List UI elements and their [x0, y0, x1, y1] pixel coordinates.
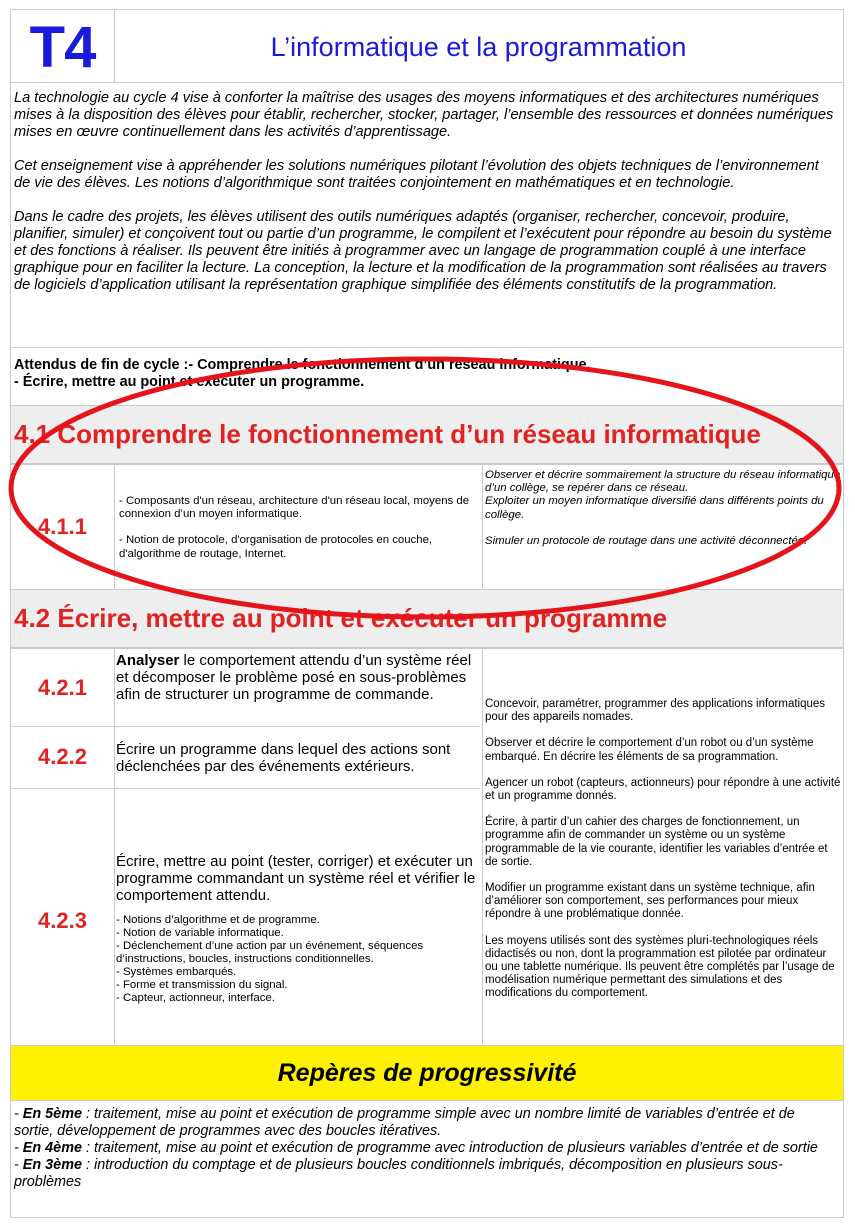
- section-heading: 4.1 Comprendre le fonctionnement d’un réseau informatique: [10, 405, 844, 464]
- activity-item: Concevoir, paramétrer, programmer des applications informatiques pour des appareils nomades.: [485, 698, 826, 724]
- item-text: : introduction du comptage et de plusieurs boucles conditionnels imbriqués, décomposition en plusieurs sous-problèmes: [14, 1157, 783, 1190]
- competence-table: [10, 648, 844, 1055]
- header-row: [10, 9, 844, 83]
- activity-item: Agencer un robot (capteurs, actionneurs) pour répondre à une activité et un programme donnés.: [485, 776, 841, 803]
- knowledge-item: - Notion de protocole, d'organisation de protocoles en couche, d'algorithme de routage, Internet.: [119, 534, 433, 560]
- reperes-heading: Repères de progressivité: [10, 1045, 844, 1101]
- item-prefix: -: [14, 1106, 23, 1122]
- notion-item: - Notions d’algorithme et de programme.: [116, 914, 320, 926]
- activity-item: Écrire, à partir d’un cahier des charges de fonctionnement, un programme afin de commander un système ou un système programmable de la vie courante, identifier les variables d’entrée et de sortie.: [485, 816, 828, 868]
- item-level: En 5ème: [22, 1106, 82, 1122]
- competence-desc: le comportement attendu d’un système réel et décomposer le problème posé en sous-problèmes afin de structurer un programme de commande.: [116, 652, 472, 703]
- item-text: : traitement, mise au point et exécution de programme avec introduction de plusieurs variables d’entrée et de sortie: [82, 1140, 818, 1156]
- competence-row: [10, 464, 844, 590]
- notion-item: - Capteur, actionneur, interface.: [116, 992, 275, 1004]
- competence-text: [116, 652, 476, 703]
- item-prefix: -: [14, 1157, 23, 1173]
- competence-verb: Analyser: [116, 652, 180, 669]
- item-prefix: -: [14, 1140, 23, 1156]
- activity-item: Observer et décrire sommairement la structure du réseau informatique d’un collège, se repérer dans ce réseau.: [485, 469, 841, 495]
- competence-text: [116, 853, 478, 1005]
- reperes-item: [14, 1106, 837, 1140]
- activity-item: Exploiter un moyen informatique diversifié dans différents points du collège.: [485, 495, 824, 521]
- activity-item: Les moyens utilisés sont des systèmes pluri-technologiques réels didactisés ou non, dont la programmation est pilotée par ordinateur ou une tablette numérique. Ils peuvent être complétés par l’usage de modélisation numérique permettant des simulations et des modifications du comportement.: [485, 934, 835, 1000]
- column-divider: [114, 649, 115, 1054]
- notion-item: - Systèmes embarqués.: [116, 966, 237, 978]
- intro-paragraph: Cet enseignement vise à appréhender les solutions numériques pilotant l’évolution des objets techniques de l’environnement de vie des élèves. Les notions d’algorithmique sont traitées conjointement en mathématiques et en technologie.: [14, 158, 819, 191]
- item-text: : traitement, mise au point et exécution de programme simple avec un nombre limité de variables d’entrée et de sortie, développement de programmes avec des boucles itératives.: [14, 1106, 795, 1139]
- item-level: En 4ème: [22, 1140, 82, 1156]
- knowledge-item: - Composants d'un réseau, architecture d'un réseau local, moyens de connexion d’un moyen informatique.: [119, 495, 470, 521]
- column-divider: [114, 465, 115, 589]
- notion-item: - Notion de variable informatique.: [116, 927, 284, 939]
- activity-item: Modifier un programme existant dans un système technique, afin d’améliorer son comportement, ses performances pour mieux répondre à une problématique donnée.: [485, 882, 815, 921]
- notions-list: [116, 914, 478, 1005]
- item-level: En 3ème: [22, 1157, 82, 1173]
- activity-item: Simuler un protocole de routage dans une activité déconnectée.: [485, 534, 808, 547]
- theme-code: T4: [29, 14, 96, 80]
- knowledge-cell: [119, 495, 479, 574]
- intro-paragraph: La technologie au cycle 4 vise à conforter la maîtrise des usages des moyens informatiques et des architectures numériques mises à la disposition des élèves pour établir, rechercher, stocker, partager, l’ensemble des ressources et données numériques mises en œuvre continuellement dans les activités d’apprentissage.: [14, 90, 834, 140]
- competence-number: 4.2.1: [38, 674, 87, 700]
- notion-item: - Déclenchement d’une action par un événement, séquences d’instructions, boucles, instructions conditionnelles.: [116, 940, 424, 965]
- attendus-block: [10, 347, 844, 406]
- intro-paragraph: Dans le cadre des projets, les élèves utilisent des outils numériques adaptés (organiser, rechercher, concevoir, produire, planifier, simuler) et conçoivent tout ou partie d’un programme, le compilent et l’exécutent pour répondre au besoin du système et des fonctions à réaliser. Ils peuvent être initiés à programmer avec un langage de programmation couplé à une interface graphique pour en faciliter la lecture. La conception, la lecture et la modification de la programmation sont réalisées au travers de logiciels d’application utilisant la représentation graphique simplifiée des éléments constitutifs de la programmation.: [14, 209, 832, 293]
- activities-cell: [485, 469, 841, 548]
- competence-text: Écrire un programme dans lequel des actions sont déclenchées par des événements extérieurs.: [116, 741, 451, 775]
- attendus-line: Attendus de fin de cycle :- Comprendre le fonctionnement d’un réseau informatique.: [14, 357, 591, 373]
- reperes-item: [14, 1157, 837, 1191]
- reperes-list: [10, 1100, 844, 1218]
- notion-item: - Forme et transmission du signal.: [116, 979, 288, 991]
- competence-number: 4.1.1: [38, 514, 87, 539]
- theme-title: L’informatique et la programmation: [270, 31, 687, 62]
- attendus-line: - Écrire, mettre au point et exécuter un programme.: [14, 374, 365, 390]
- activities-cell: [485, 698, 842, 1014]
- column-divider: [482, 649, 483, 1054]
- reperes-item: [14, 1140, 837, 1157]
- activity-item: Observer et décrire le comportement d’un robot ou d’un système embarqué. En décrire les éléments de sa programmation.: [485, 737, 814, 763]
- column-divider: [482, 465, 483, 589]
- intro-block: [10, 82, 844, 348]
- section-heading: 4.2 Écrire, mettre au point et exécuter un programme: [10, 589, 844, 648]
- competence-desc: Écrire, mettre au point (tester, corriger) et exécuter un programme commandant un système réel et vérifier le comportement attendu.: [116, 853, 476, 904]
- competence-number: 4.2.2: [38, 744, 87, 769]
- competence-number: 4.2.3: [38, 908, 87, 933]
